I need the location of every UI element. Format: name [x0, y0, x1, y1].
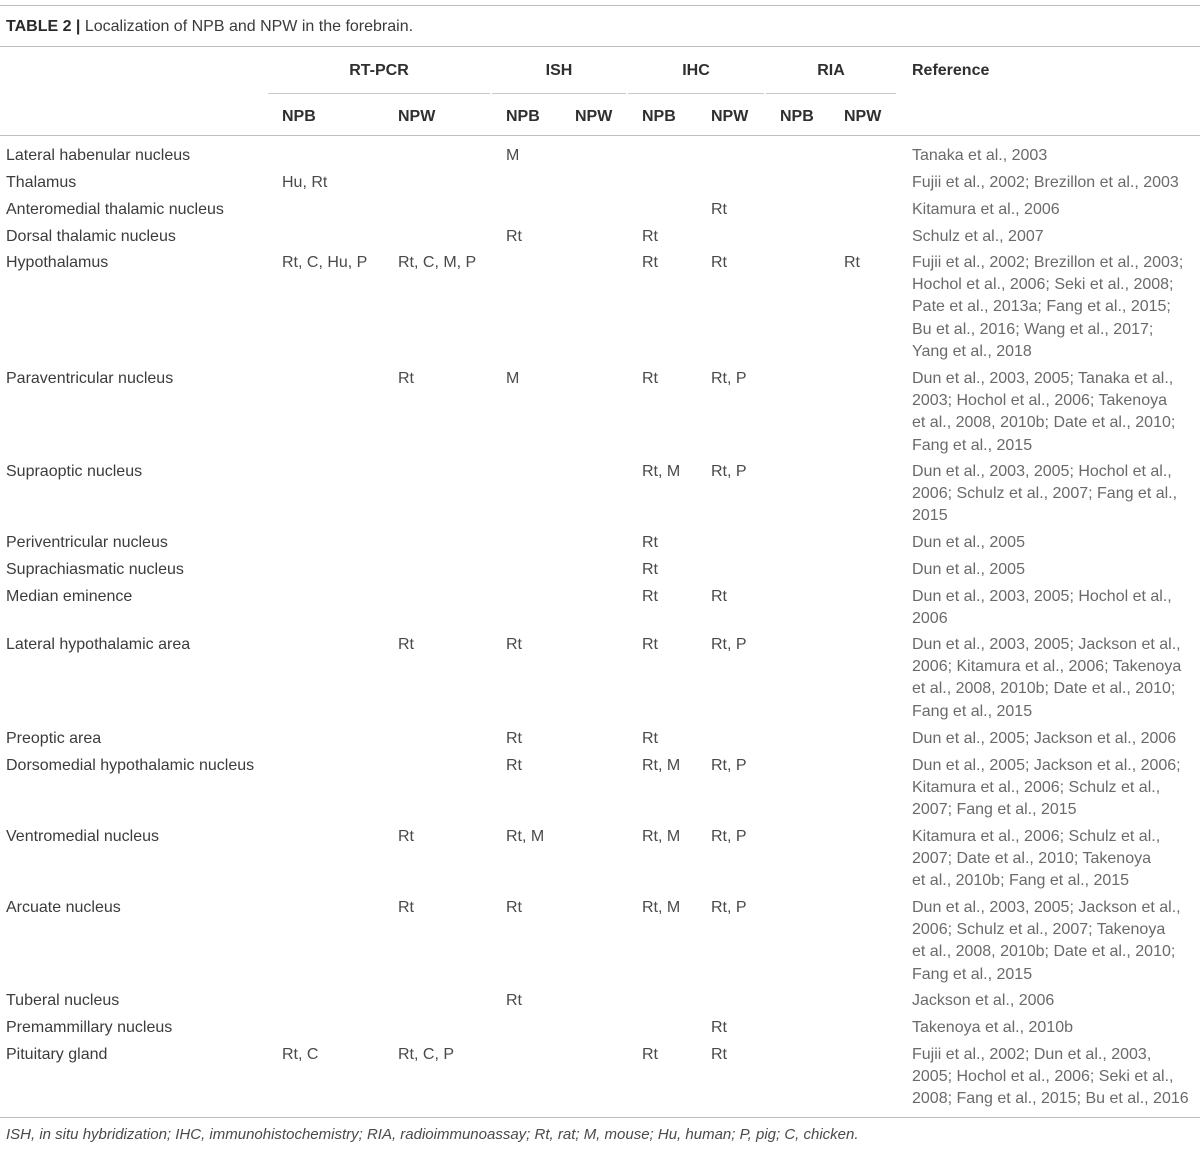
ria-npw-cell: Rt [844, 254, 860, 271]
reference-cell [912, 586, 1172, 630]
reference-line: et al., 2010b; Fang et al., 2015 [912, 872, 1130, 890]
ish-npb-cell: M [506, 147, 520, 164]
ihc-npb-cell: Rt [642, 534, 658, 551]
ihc-npw-cell: Rt, P [711, 636, 747, 653]
reference-line: Dun et al., 2005 [912, 561, 1025, 578]
reference-cell [912, 1017, 1073, 1039]
ish-npb-cell: Rt [506, 899, 522, 916]
reference-cell [912, 1044, 1189, 1111]
region-cell: Paraventricular nucleus [6, 370, 174, 387]
rt-pcr-npw-cell: Rt [398, 828, 414, 845]
sub-header-ria-npb: NPB [780, 108, 814, 125]
reference-line: 2015 [912, 507, 948, 525]
region-cell: Median eminence [6, 588, 133, 605]
reference-line: et al., 2008, 2010b; Date et al., 2010; [912, 680, 1176, 698]
table-caption [6, 18, 413, 36]
ihc-npw-cell: Rt [711, 1046, 727, 1063]
region-cell: Periventricular nucleus [6, 534, 168, 551]
ihc-npb-cell: Rt [642, 370, 658, 387]
region-cell: Ventromedial nucleus [6, 828, 159, 845]
reference-line: Fujii et al., 2002; Brezillon et al., 2003 [912, 174, 1179, 191]
rt-pcr-npb-cell: Rt, C [282, 1046, 319, 1063]
reference-line: Dun et al., 2003, 2005; Jackson et al., [912, 899, 1181, 916]
reference-cell [912, 559, 1025, 581]
ihc-npb-cell: Rt [642, 561, 658, 578]
reference-line: Fang et al., 2015 [912, 965, 1033, 983]
ihc-npb-cell: Rt [642, 228, 658, 245]
ish-npb-cell: Rt [506, 636, 522, 653]
reference-line: Dun et al., 2003, 2005; Hochol et al., [912, 463, 1172, 480]
reference-cell [912, 461, 1177, 528]
reference-line: 2007; Fang et al., 2015 [912, 801, 1077, 819]
region-cell: Premammillary nucleus [6, 1019, 173, 1036]
region-cell: Preoptic area [6, 730, 102, 747]
reference-header: Reference [912, 62, 990, 79]
group-header-ria: RIA [817, 62, 845, 79]
table-footnote: ISH, in situ hybridization; IHC, immunohistochemistry; RIA, radioimmunoassay; Rt, rat; M, mouse; Hu, human; P, pig; C, chicken. [6, 1126, 859, 1143]
reference-line: Kitamura et al., 2006; Schulz et al., [912, 828, 1161, 845]
ihc-npw-cell: Rt [711, 1019, 727, 1036]
sub-header-ish-npw: NPW [575, 108, 613, 125]
caption-rule [0, 46, 1200, 47]
reference-cell [912, 252, 1183, 363]
region-cell: Pituitary gland [6, 1046, 108, 1063]
reference-cell [912, 368, 1175, 457]
reference-line: Dun et al., 2003, 2005; Jackson et al., [912, 636, 1181, 653]
reference-cell [912, 199, 1060, 221]
reference-line: 2007; Date et al., 2010; Takenoya [912, 850, 1151, 868]
reference-line: Takenoya et al., 2010b [912, 1019, 1074, 1036]
reference-line: 2006 [912, 610, 948, 628]
ihc-npw-cell: Rt [711, 588, 727, 605]
ihc-npb-cell: Rt, M [642, 463, 681, 480]
region-cell: Tuberal nucleus [6, 992, 120, 1009]
sub-header-rt-npw: NPW [398, 108, 436, 125]
reference-cell [912, 172, 1179, 194]
reference-cell [912, 826, 1160, 893]
reference-line: Bu et al., 2016; Wang et al., 2017; [912, 320, 1154, 338]
group-underline-ihc [628, 93, 764, 94]
ihc-npb-cell: Rt [642, 588, 658, 605]
reference-line: Fang et al., 2015 [912, 436, 1033, 454]
ihc-npw-cell: Rt [711, 254, 727, 271]
group-header-rt-pcr: RT-PCR [349, 62, 409, 79]
sub-header-ria-npw: NPW [844, 108, 882, 125]
reference-line: Schulz et al., 2007 [912, 228, 1044, 245]
ish-npb-cell: Rt [506, 757, 522, 774]
reference-line: Dun et al., 2003, 2005; Tanaka et al., [912, 370, 1174, 387]
group-underline-rt-pcr [268, 93, 490, 94]
reference-line: Fujii et al., 2002; Dun et al., 2003, [912, 1046, 1152, 1063]
ihc-npb-cell: Rt [642, 1046, 658, 1063]
header-rule [0, 135, 1200, 136]
reference-line: Dun et al., 2005 [912, 534, 1025, 551]
ish-npb-cell: M [506, 370, 520, 387]
ihc-npw-cell: Rt, P [711, 757, 747, 774]
region-cell: Lateral habenular nucleus [6, 147, 191, 164]
reference-line: et al., 2008, 2010b; Date et al., 2010; [912, 414, 1176, 432]
ish-npb-cell: Rt, M [506, 828, 545, 845]
reference-cell [912, 145, 1047, 167]
reference-line: Jackson et al., 2006 [912, 992, 1055, 1009]
group-underline-ish [492, 93, 626, 94]
ish-npb-cell: Rt [506, 992, 522, 1009]
reference-line: 2008; Fang et al., 2015; Bu et al., 2016 [912, 1090, 1189, 1108]
reference-line: 2006; Schulz et al., 2007; Takenoya [912, 921, 1166, 939]
reference-line: Dun et al., 2003, 2005; Hochol et al., [912, 588, 1172, 605]
reference-line: Fang et al., 2015 [912, 702, 1033, 720]
reference-line: Fujii et al., 2002; Brezillon et al., 2003; [912, 254, 1184, 271]
rt-pcr-npb-cell: Rt, C, Hu, P [282, 254, 368, 271]
reference-line: 2003; Hochol et al., 2006; Takenoya [912, 392, 1167, 410]
reference-line: Kitamura et al., 2006 [912, 201, 1060, 218]
reference-line: et al., 2008, 2010b; Date et al., 2010; [912, 943, 1176, 961]
ihc-npb-cell: Rt [642, 254, 658, 271]
ihc-npw-cell: Rt, P [711, 463, 747, 480]
ihc-npb-cell: Rt, M [642, 828, 681, 845]
ihc-npb-cell: Rt, M [642, 899, 681, 916]
sub-header-ihc-npb: NPB [642, 108, 676, 125]
region-cell: Dorsal thalamic nucleus [6, 228, 176, 245]
table-label: TABLE 2 | [6, 18, 81, 35]
ihc-npb-cell: Rt [642, 636, 658, 653]
reference-line: Tanaka et al., 2003 [912, 147, 1048, 164]
region-cell: Arcuate nucleus [6, 899, 121, 916]
region-cell: Suprachiasmatic nucleus [6, 561, 184, 578]
region-cell: Supraoptic nucleus [6, 463, 143, 480]
sub-header-rt-npb: NPB [282, 108, 316, 125]
region-cell: Hypothalamus [6, 254, 109, 271]
top-rule [0, 5, 1200, 6]
rt-pcr-npw-cell: Rt [398, 636, 414, 653]
reference-line: 2005; Hochol et al., 2006; Seki et al., [912, 1068, 1174, 1086]
rt-pcr-npw-cell: Rt [398, 370, 414, 387]
ish-npb-cell: Rt [506, 730, 522, 747]
ihc-npb-cell: Rt [642, 730, 658, 747]
sub-header-ihc-npw: NPW [711, 108, 749, 125]
rt-pcr-npw-cell: Rt [398, 899, 414, 916]
reference-line: Pate et al., 2013a; Fang et al., 2015; [912, 298, 1171, 316]
group-underline-ria [766, 93, 896, 94]
reference-cell [912, 634, 1181, 723]
reference-line: 2006; Schulz et al., 2007; Fang et al., [912, 485, 1178, 503]
ihc-npw-cell: Rt, P [711, 899, 747, 916]
rt-pcr-npw-cell: Rt, C, M, P [398, 254, 477, 271]
bottom-rule [0, 1117, 1200, 1118]
reference-line: 2006; Kitamura et al., 2006; Takenoya [912, 658, 1182, 676]
ihc-npw-cell: Rt, P [711, 370, 747, 387]
reference-line: Kitamura et al., 2006; Schulz et al., [912, 779, 1161, 797]
ihc-npw-cell: Rt, P [711, 828, 747, 845]
reference-line: Dun et al., 2005; Jackson et al., 2006; [912, 757, 1181, 774]
reference-line: Yang et al., 2018 [912, 342, 1032, 360]
region-cell: Dorsomedial hypothalamic nucleus [6, 757, 255, 774]
ish-npb-cell: Rt [506, 228, 522, 245]
reference-cell [912, 728, 1176, 750]
group-header-ish: ISH [545, 62, 573, 79]
reference-line: Dun et al., 2005; Jackson et al., 2006 [912, 730, 1177, 747]
rt-pcr-npw-cell: Rt, C, P [398, 1046, 455, 1063]
sub-header-ish-npb: NPB [506, 108, 540, 125]
reference-cell [912, 990, 1054, 1012]
reference-cell [912, 532, 1025, 554]
region-cell: Anteromedial thalamic nucleus [6, 201, 224, 218]
ihc-npb-cell: Rt, M [642, 757, 681, 774]
reference-cell [912, 897, 1181, 986]
table-caption-text: Localization of NPB and NPW in the forebrain. [84, 18, 414, 35]
rt-pcr-npb-cell: Hu, Rt [282, 174, 328, 191]
ihc-npw-cell: Rt [711, 201, 727, 218]
reference-cell [912, 755, 1181, 822]
reference-cell [912, 226, 1044, 248]
reference-line: Hochol et al., 2006; Seki et al., 2008; [912, 276, 1174, 294]
region-cell: Thalamus [6, 174, 77, 191]
group-header-ihc: IHC [682, 62, 710, 79]
region-cell: Lateral hypothalamic area [6, 636, 191, 653]
